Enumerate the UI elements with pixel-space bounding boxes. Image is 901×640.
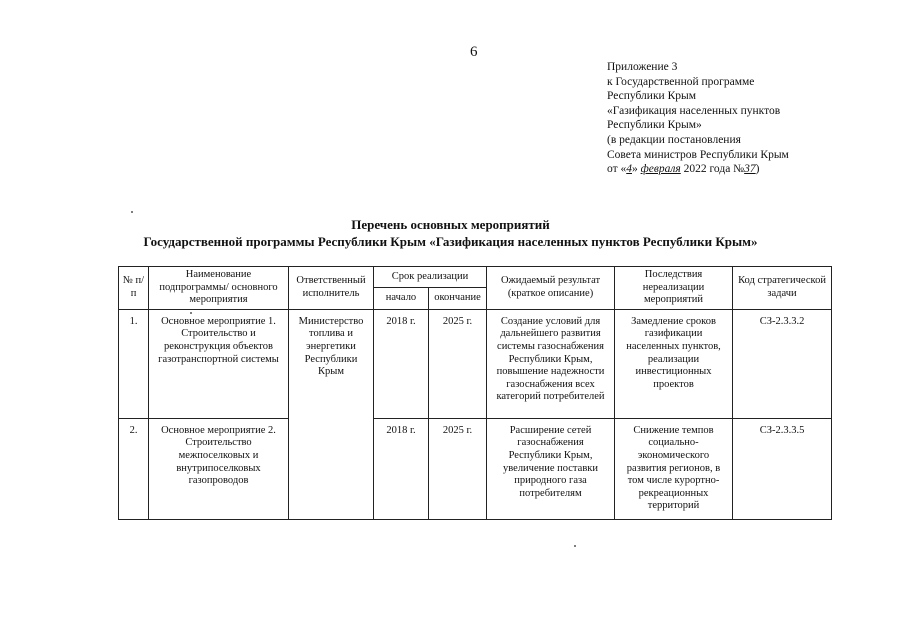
cell-start: 2018 г. — [374, 418, 429, 519]
appendix-line: к Государственной программе — [607, 75, 755, 88]
header-consequences: Последствия нереализации мероприятий — [615, 267, 733, 310]
table-row — [119, 418, 832, 519]
cell-code: СЗ-2.3.3.5 — [733, 418, 832, 519]
scan-speck — [131, 211, 133, 213]
header-result: Ожидаемый результат (краткое описание) — [487, 267, 615, 310]
appendix-date-line: от «4» февраля 2022 года №37) — [607, 163, 760, 176]
page-number: 6 — [470, 44, 478, 60]
document-title — [0, 216, 901, 250]
scan-speck — [574, 545, 576, 547]
title-line-1: Перечень основных мероприятий — [351, 217, 550, 232]
cell-consequences: Снижение темпов социально-экономического развития регионов, в том числе курортно-рекреационных территорий — [615, 418, 733, 519]
date-prefix: от « — [607, 163, 627, 176]
appendix-line: Республики Крым» — [607, 119, 702, 132]
cell-result: Создание условий для дальнейшего развития системы газоснабжения Республики Крым, повышение надежности газоснабжения всех категорий потребителей — [487, 309, 615, 418]
date-day-suffix: » — [632, 163, 638, 176]
cell-consequences: Замедление сроков газификации населенных пунктов, реализации инвестиционных проектов — [615, 309, 733, 418]
appendix-line: Совета министров Республики Крым — [607, 148, 789, 161]
measures-table — [118, 266, 832, 520]
title-line-2: Государственной программы Республики Крым «Газификация населенных пунктов Республики Крым» — [143, 234, 758, 249]
header-end: окончание — [429, 288, 487, 309]
cell-end: 2025 г. — [429, 418, 487, 519]
cell-result: Расширение сетей газоснабжения Республики Крым, увеличение поставки природного газа потребителям — [487, 418, 615, 519]
appendix-line: Республики Крым — [607, 90, 696, 103]
decree-number: 37 — [744, 163, 756, 176]
cell-num: 2. — [119, 418, 149, 519]
header-term: Срок реализации — [374, 267, 487, 288]
cell-start: 2018 г. — [374, 309, 429, 418]
header-code: Код стратегической задачи — [733, 267, 832, 310]
cell-name: Основное мероприятие 1. Строительство и реконструкция объектов газотранспортной системы — [149, 309, 289, 418]
header-name: Наименование подпрограммы/ основного мероприятия — [149, 267, 289, 310]
header-num: № п/п — [119, 267, 149, 310]
scan-speck — [190, 312, 192, 314]
appendix-block — [607, 60, 867, 177]
table-row — [119, 309, 832, 418]
appendix-line: Приложение 3 — [607, 61, 678, 73]
cell-end: 2025 г. — [429, 309, 487, 418]
cell-name: Основное мероприятие 2. Строительство межпоселковых и внутрипоселковых газопроводов — [149, 418, 289, 519]
date-day: 4 — [626, 163, 632, 176]
appendix-line: «Газификация населенных пунктов — [607, 104, 781, 117]
cell-code: СЗ-2.3.3.2 — [733, 309, 832, 418]
header-executor: Ответственный исполнитель — [289, 267, 374, 310]
date-month: февраля — [640, 163, 681, 176]
appendix-line: (в редакции постановления — [607, 133, 741, 146]
cell-executor: Министерство топлива и энергетики Республики Крым — [289, 309, 374, 519]
cell-num: 1. — [119, 309, 149, 418]
header-start: начало — [374, 288, 429, 309]
date-year: 2022 года № — [683, 163, 745, 176]
